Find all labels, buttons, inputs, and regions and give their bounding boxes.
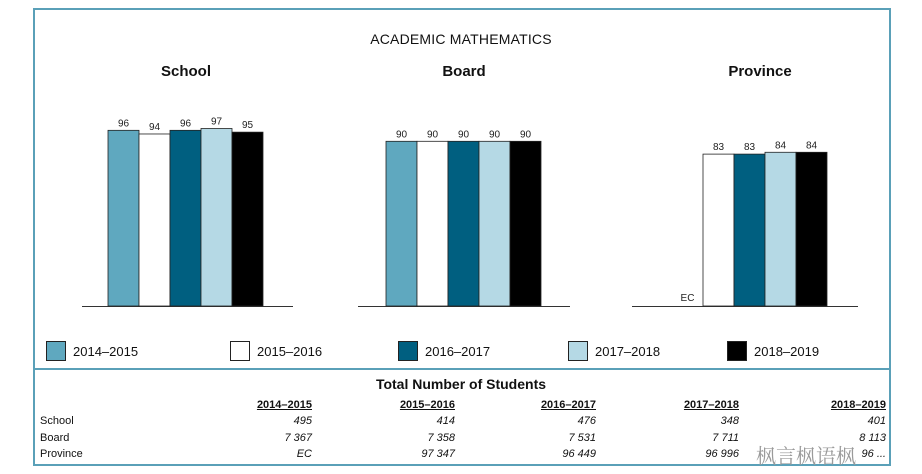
table-cell: 7 531: [568, 432, 596, 444]
table-col-header: 2015–2016: [399, 399, 455, 411]
bar-board-2: [448, 141, 479, 306]
bar-school-0: [108, 130, 139, 306]
data-label: 97: [210, 116, 223, 128]
data-label: 96: [117, 118, 130, 130]
table-cell: EC: [296, 448, 312, 460]
table-cell: 7 367: [284, 432, 312, 444]
panel-title-province: Province: [728, 63, 792, 80]
table-col-header: 2014–2015: [256, 399, 312, 411]
panel-title-school: School: [160, 63, 211, 80]
legend-swatch: [568, 341, 588, 361]
legend-item-2018-2019: [727, 340, 819, 362]
bar-board-1: [417, 141, 448, 306]
data-label: 84: [774, 140, 787, 152]
table-cell: 96 ...: [861, 448, 886, 460]
table-cell: 348: [720, 415, 739, 427]
table-col-header: 2017–2018: [683, 399, 739, 411]
table-cell: 96 449: [562, 448, 596, 460]
table-cell: 401: [867, 415, 886, 427]
bar-school-3: [201, 128, 232, 306]
table-row-label: Province: [40, 448, 83, 460]
table-cell: 7 358: [427, 432, 455, 444]
table-row-label: Board: [40, 432, 70, 444]
bar-school-4: [232, 132, 263, 306]
data-label: 90: [519, 129, 532, 141]
bar-board-0: [386, 141, 417, 306]
bar-board-3: [479, 141, 510, 306]
data-label: 95: [241, 120, 254, 132]
legend-item-2016-2017: [398, 340, 490, 362]
legend-item-2017-2018: [568, 340, 660, 362]
table-col-header: 2016–2017: [540, 399, 596, 411]
data-label: 96: [179, 118, 192, 130]
bar-province-2: [734, 154, 765, 306]
bar-province-4: [796, 152, 827, 306]
table-cell: 495: [293, 415, 312, 427]
data-label: 84: [805, 140, 818, 152]
table-cell: 8 113: [859, 432, 886, 444]
data-label: 90: [457, 129, 470, 141]
legend-label: 2014–2015: [73, 343, 139, 359]
legend-label: 2018–2019: [754, 343, 820, 359]
table-row-label: School: [40, 415, 74, 427]
bar-school-1: [139, 134, 170, 306]
table-cell: 97 347: [421, 448, 455, 460]
data-label: EC: [680, 293, 695, 304]
legend-label: 2015–2016: [257, 343, 323, 359]
legend-swatch: [727, 341, 747, 361]
legend-label: 2017–2018: [595, 343, 661, 359]
data-label: 83: [712, 142, 725, 154]
data-label: 90: [426, 129, 439, 141]
legend-swatch: [46, 341, 66, 361]
table-cell: 476: [577, 415, 596, 427]
data-label: 83: [743, 142, 756, 154]
bar-board-4: [510, 141, 541, 306]
data-label: 90: [488, 129, 501, 141]
watermark: 枫言枫语枫: [756, 446, 856, 468]
table-cell: 7 711: [712, 432, 739, 444]
legend-swatch: [230, 341, 250, 361]
bar-province-3: [765, 152, 796, 306]
table-title: Total Number of Students: [375, 376, 547, 392]
legend-label: 2016–2017: [425, 343, 491, 359]
data-label: 94: [148, 121, 161, 133]
data-label: 90: [395, 129, 408, 141]
table-cell: 96 996: [705, 448, 739, 460]
table-col-header: 2018–2019: [830, 399, 886, 411]
legend-item-2014-2015: [46, 340, 138, 362]
chart-title: ACADEMIC MATHEMATICS: [370, 31, 552, 47]
bar-school-2: [170, 130, 201, 306]
bar-province-1: [703, 154, 734, 306]
legend-item-2015-2016: [230, 340, 322, 362]
panel-title-board: Board: [442, 63, 486, 80]
table-cell: 414: [436, 415, 455, 427]
legend-swatch: [398, 341, 418, 361]
